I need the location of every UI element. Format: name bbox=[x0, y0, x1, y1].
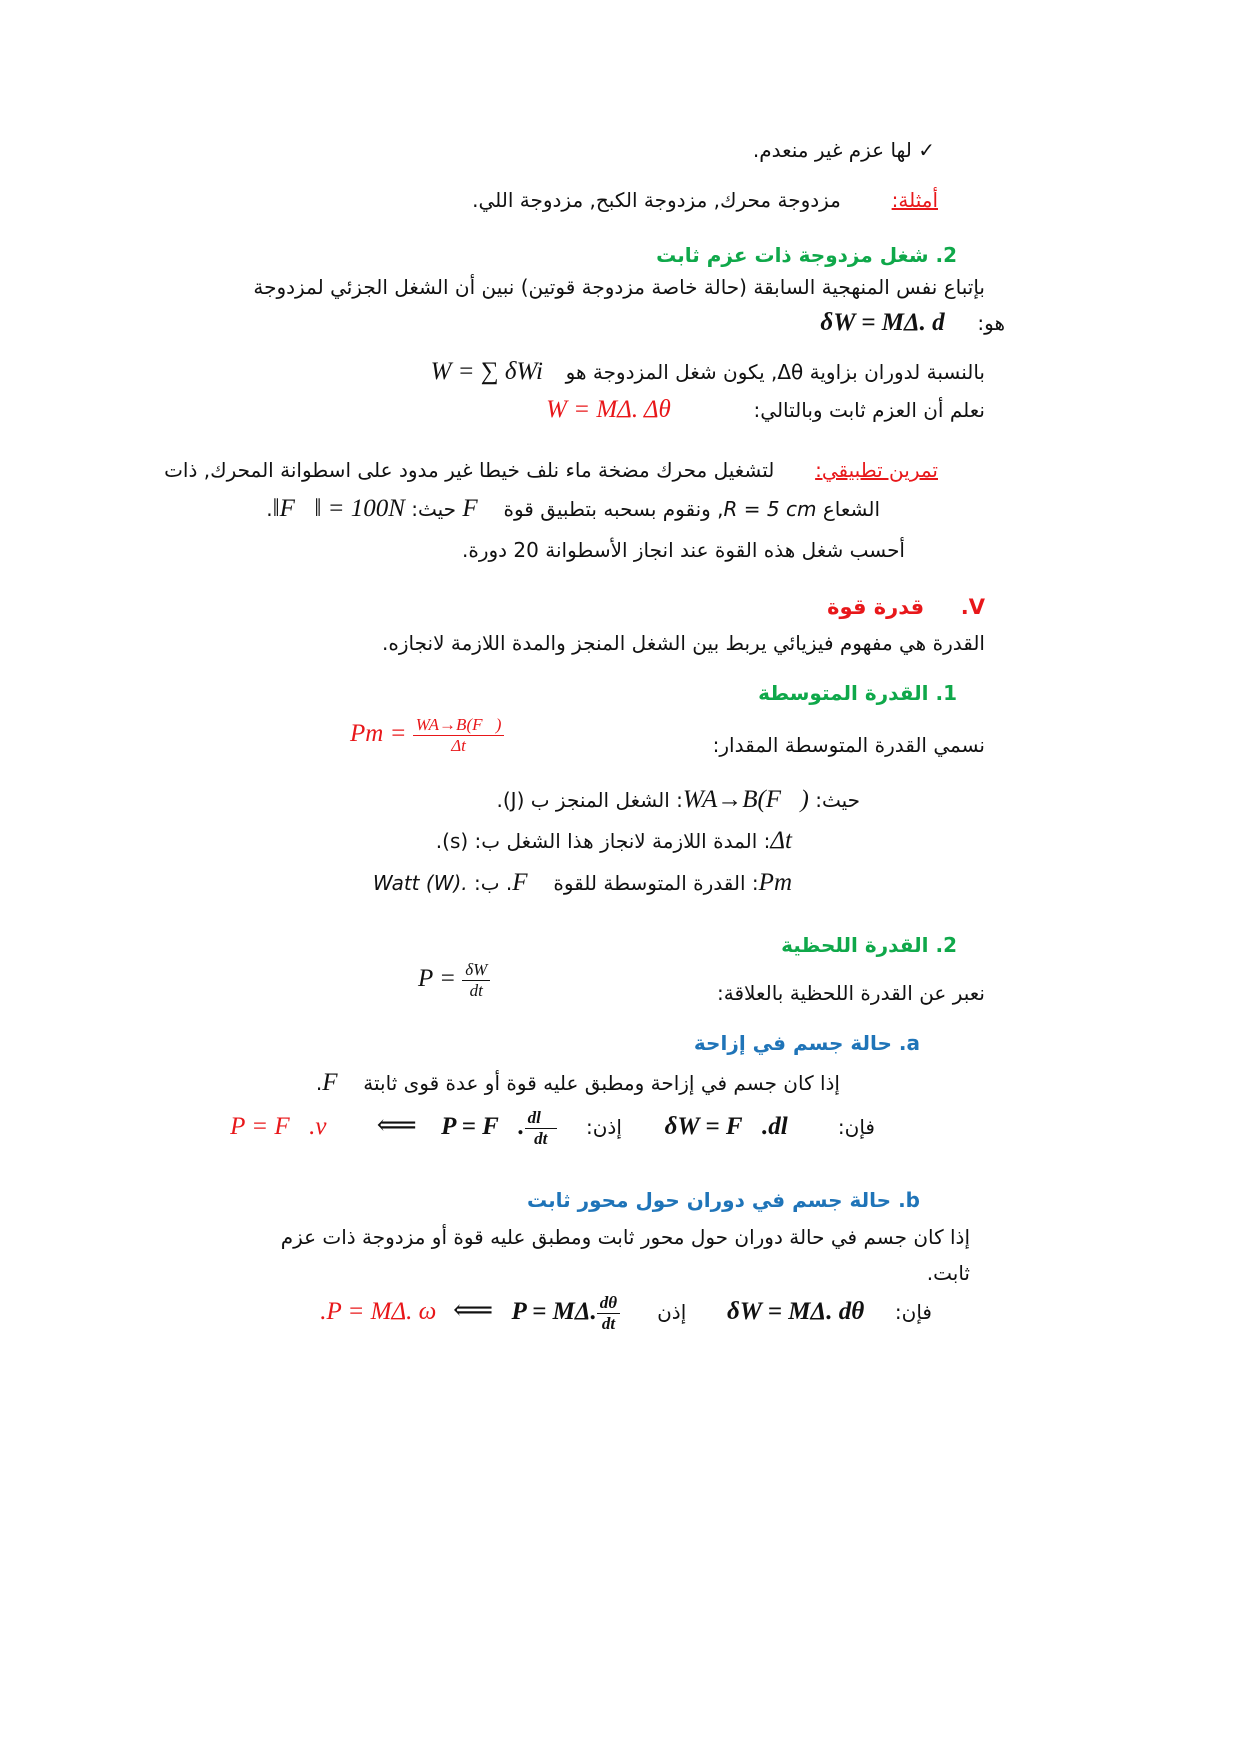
constant-torque-text: نعلم أن العزم ثابت وبالتالي: bbox=[753, 398, 985, 422]
implies-arrow-icon: ⟸ bbox=[453, 1295, 494, 1326]
case-line: إذا كان جسم في حالة دوران حول محور ثابت ومطبق عليه قوة أو مزدوجة ذات عزم bbox=[280, 1225, 970, 1249]
subsection-title: حالة جسم في إزاحة bbox=[693, 1031, 892, 1055]
fraction-denominator: dt bbox=[534, 1128, 548, 1148]
case-line bbox=[316, 1068, 840, 1098]
fraction-denominator: dt bbox=[601, 1313, 616, 1333]
paragraph-line bbox=[820, 308, 1005, 338]
definition-text: : المدة اللازمة لانجاز هذا الشغل ب: (s). bbox=[435, 829, 771, 853]
formula-work: W = MΔ. Δθ bbox=[546, 396, 671, 423]
case-formula-line bbox=[320, 1293, 932, 1333]
section-heading-average-power bbox=[758, 678, 957, 708]
fraction-numerator: δW bbox=[462, 960, 490, 981]
force-norm: ‖F⃗‖ = 100N bbox=[272, 495, 405, 522]
definition-text: . ب: bbox=[473, 871, 513, 895]
examples-label: أمثلة: bbox=[891, 188, 938, 212]
exercise-text: , ونقوم بسحبه بتطبيق قوة bbox=[503, 497, 724, 521]
fraction bbox=[525, 1108, 557, 1148]
section-title: القدرة المتوسطة bbox=[758, 681, 929, 705]
subsection-heading-translation bbox=[694, 1028, 920, 1058]
p-lhs: P = bbox=[418, 964, 456, 992]
subsection-title: حالة جسم في دوران حول محور ثابت bbox=[526, 1188, 892, 1212]
case-formula-line bbox=[230, 1108, 875, 1148]
fraction-denominator: Δt bbox=[451, 735, 466, 755]
case-text: إذا كان جسم في إزاحة ومطبق عليه قوة أو عدة قوى ثابتة bbox=[363, 1071, 840, 1095]
unit-watt: Watt (W). bbox=[372, 871, 468, 895]
section-heading-power bbox=[827, 592, 985, 622]
pm-lhs: Pm = bbox=[350, 719, 407, 747]
exercise-line bbox=[164, 455, 938, 485]
exercise-label: تمرين تطبيقي: bbox=[815, 458, 938, 482]
period: . bbox=[315, 1071, 323, 1095]
subsection-number: a. bbox=[898, 1031, 920, 1055]
examples-text: مزدوجة محرك, مزدوجة الكبح, مزدوجة اللي. bbox=[472, 188, 841, 212]
instant-power-intro: نعبر عن القدرة اللحظية بالعلاقة: bbox=[717, 981, 985, 1005]
paragraph-line: بإتباع نفس المنهجية السابقة (حالة خاصة مزدوجة قوتين) نبين أن الشغل الجزئي لمزدوجة bbox=[253, 275, 985, 299]
section-number: 2. bbox=[935, 933, 957, 957]
label-huwa: هو: bbox=[977, 311, 1005, 335]
fraction bbox=[597, 1293, 620, 1333]
force-symbol: F⃗ bbox=[462, 495, 498, 522]
formula-p-final-translation: P = F⃗.v⃗ bbox=[230, 1113, 346, 1140]
hence-label: إذن: bbox=[585, 1115, 622, 1139]
fraction-numerator: WA→B(F⃗) bbox=[413, 715, 505, 736]
checklist-text: لها عزم غير منعدم. bbox=[752, 138, 912, 162]
subsection-heading-rotation bbox=[527, 1185, 920, 1215]
hence-label: إذن bbox=[657, 1300, 687, 1324]
p-mid-lhs: P = F⃗. bbox=[441, 1113, 525, 1140]
definition-line bbox=[436, 826, 792, 856]
where-label: حيث: bbox=[815, 788, 860, 812]
then-label: فإن: bbox=[894, 1300, 932, 1324]
rotation-text: بالنسبة لدوران بزاوية Δθ, يكون شغل المزدوجة هو bbox=[565, 360, 985, 384]
formula-average-power bbox=[350, 715, 504, 755]
formula-dw-translation: δW = F⃗.dl⃗ bbox=[664, 1113, 808, 1140]
section-title: قدرة قوة bbox=[827, 595, 925, 619]
fraction-numerator: dl⃗ bbox=[525, 1108, 557, 1129]
section-number: 1. bbox=[935, 681, 957, 705]
exercise-question: أحسب شغل هذه القوة عند انجاز الأسطوانة 20 دورة. bbox=[462, 538, 905, 562]
fraction bbox=[462, 960, 490, 1000]
section-title: شغل مزدوجة ذات عزم ثابت bbox=[656, 243, 929, 267]
section-number: V. bbox=[960, 595, 985, 619]
radius-value: R = 5 cm bbox=[723, 497, 817, 521]
definition-text: : القدرة المتوسطة للقوة bbox=[553, 871, 759, 895]
section-heading-work-couple bbox=[656, 240, 957, 270]
definition-text: : الشغل المنجز ب (J). bbox=[496, 788, 683, 812]
section-title: القدرة اللحظية bbox=[781, 933, 929, 957]
subsection-number: b. bbox=[898, 1188, 920, 1212]
paragraph-line bbox=[546, 395, 985, 425]
delta-t-symbol: Δt bbox=[770, 827, 792, 854]
exercise-text: لتشغيل محرك مضخة ماء نلف خيطا غير مدود على اسطوانة المحرك, ذات bbox=[164, 458, 775, 482]
p-mid-lhs: P = MΔ. bbox=[511, 1298, 597, 1325]
case-line: ثابت. bbox=[926, 1261, 970, 1285]
formula-dw-rotation: δW = MΔ. dθ bbox=[726, 1298, 865, 1325]
check-mark-icon: ✓ bbox=[918, 138, 935, 162]
formula-p-mid bbox=[441, 1108, 563, 1148]
exercise-line bbox=[266, 494, 880, 524]
force-symbol: F⃗ bbox=[322, 1069, 357, 1096]
fraction-numerator: dθ bbox=[597, 1293, 620, 1314]
exercise-text: الشعاع bbox=[822, 497, 880, 521]
formula-sum: W = ∑ δWi bbox=[430, 358, 543, 385]
implies-arrow-icon: ⟸ bbox=[376, 1110, 417, 1141]
formula-instant-power bbox=[418, 960, 490, 1000]
formula-dw: δW = MΔ. d bbox=[820, 309, 945, 336]
formula-p-final-rotation: .P = MΔ. ω bbox=[320, 1298, 437, 1325]
checklist-item bbox=[753, 135, 935, 165]
definition-line bbox=[373, 868, 792, 898]
exercise-text: حيث: bbox=[411, 497, 457, 521]
period: . bbox=[266, 497, 273, 521]
fraction bbox=[413, 715, 505, 755]
average-power-definition: نسمي القدرة المتوسطة المقدار: bbox=[712, 733, 985, 757]
pm-symbol: Pm bbox=[758, 869, 792, 896]
paragraph-line bbox=[431, 357, 985, 387]
force-symbol: F⃗ bbox=[512, 869, 547, 896]
fraction-denominator: dt bbox=[469, 980, 483, 1000]
formula-p-mid bbox=[511, 1293, 627, 1333]
definition-line bbox=[497, 785, 861, 815]
work-symbol: WA→B(F⃗) bbox=[682, 786, 809, 813]
power-intro: القدرة هي مفهوم فيزيائي يربط بين الشغل المنجز والمدة اللازمة لانجازه. bbox=[382, 631, 985, 655]
then-label: فإن: bbox=[837, 1115, 875, 1139]
examples-line bbox=[472, 185, 938, 215]
section-number: 2. bbox=[935, 243, 957, 267]
section-heading-instant-power bbox=[781, 930, 957, 960]
